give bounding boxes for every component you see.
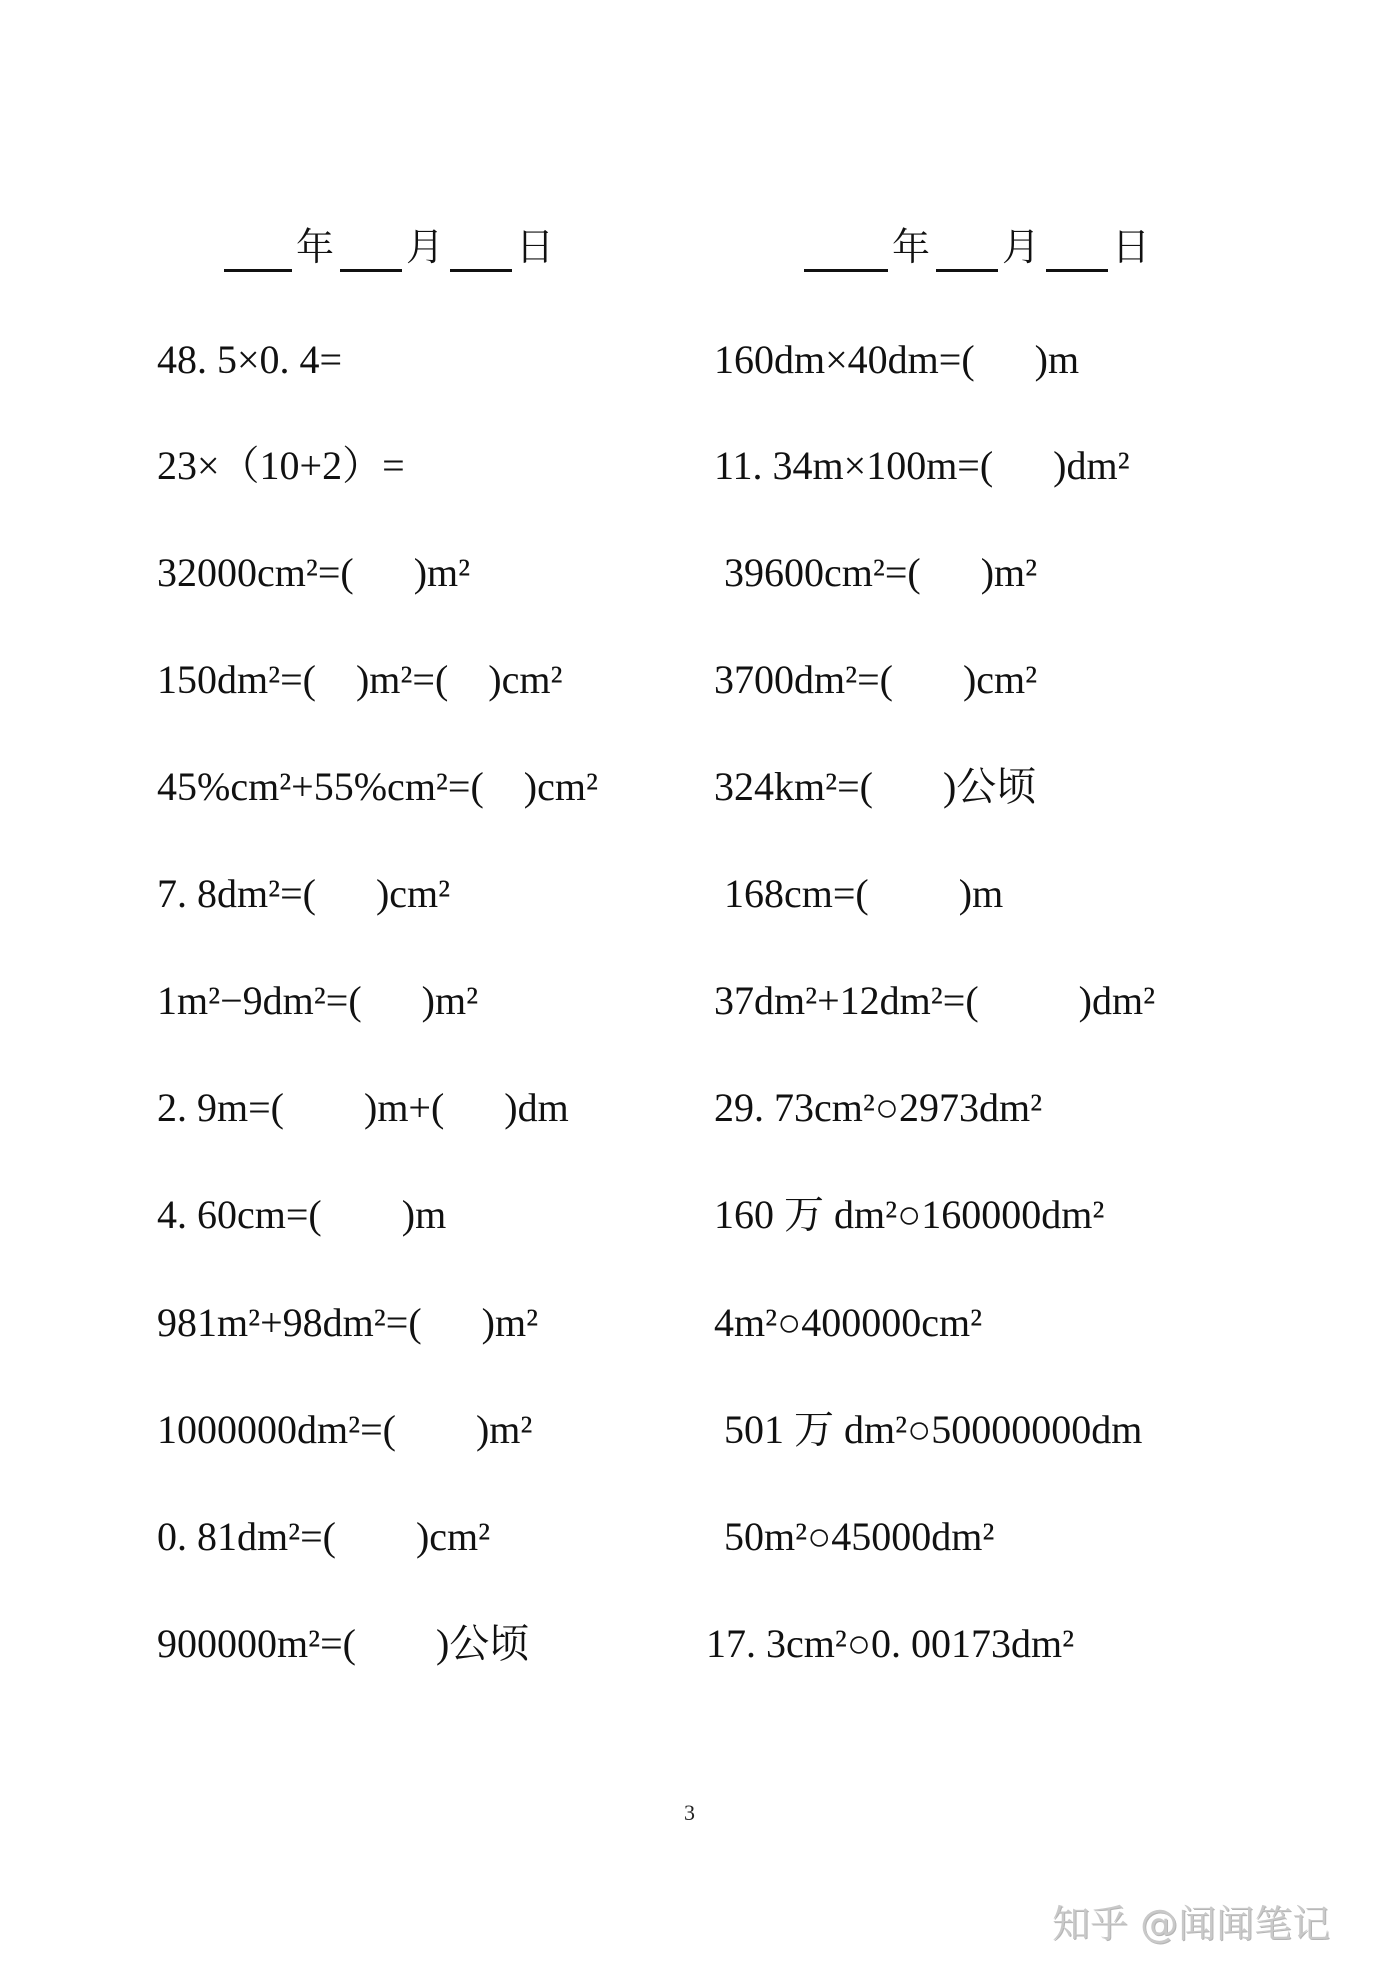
problem-item: 3700dm²=( )cm²	[714, 657, 1038, 702]
date-header-right	[804, 222, 1156, 272]
day-blank[interactable]	[1046, 229, 1108, 272]
zhihu-watermark: 知乎 @闻闻笔记	[1052, 1902, 1331, 1946]
month-blank[interactable]	[936, 229, 998, 272]
year-label: 年	[892, 225, 931, 269]
problem-item: 2. 9m=( )m+( )dm	[157, 1085, 569, 1130]
date-header-left	[224, 222, 560, 272]
problem-item: 32000cm²=( )m²	[157, 550, 471, 595]
problem-item: 4. 60cm=( )m	[157, 1192, 447, 1237]
problem-item: 324km²=( )公顷	[714, 764, 1037, 809]
problem-item: 7. 8dm²=( )cm²	[157, 871, 451, 916]
problem-item: 29. 73cm²○2973dm²	[714, 1085, 1043, 1130]
problem-item: 11. 34m×100m=( )dm²	[714, 443, 1130, 488]
problem-item: 0. 81dm²=( )cm²	[157, 1514, 491, 1559]
month-blank[interactable]	[340, 229, 402, 272]
problem-item: 17. 3cm²○0. 00173dm²	[706, 1621, 1075, 1666]
year-label: 年	[296, 225, 335, 269]
problem-item: 981m²+98dm²=( )m²	[157, 1300, 539, 1345]
problem-item: 48. 5×0. 4=	[157, 337, 343, 382]
problem-item: 1m²−9dm²=( )m²	[157, 978, 479, 1023]
problem-item: 160dm×40dm=( )m	[714, 337, 1080, 382]
problem-item: 168cm=( )m	[714, 871, 1004, 916]
problem-item: 150dm²=( )m²=( )cm²	[157, 657, 563, 702]
problem-item: 37dm²+12dm²=( )dm²	[714, 978, 1156, 1023]
problem-item: 900000m²=( )公顷	[157, 1621, 530, 1666]
problem-item: 1000000dm²=( )m²	[157, 1407, 533, 1452]
day-label: 日	[516, 225, 555, 269]
day-label: 日	[1112, 225, 1151, 269]
problem-item: 160 万 dm²○160000dm²	[714, 1192, 1105, 1237]
month-label: 月	[406, 225, 445, 269]
problem-item: 45%cm²+55%cm²=( )cm²	[157, 764, 598, 809]
page-number: 3	[684, 1800, 695, 1825]
day-blank[interactable]	[450, 229, 512, 272]
problem-item: 23×（10+2）=	[157, 443, 405, 488]
problem-item: 39600cm²=( )m²	[714, 550, 1038, 595]
problem-item: 501 万 dm²○50000000dm	[714, 1407, 1143, 1452]
month-label: 月	[1002, 225, 1041, 269]
problem-item: 50m²○45000dm²	[714, 1514, 995, 1559]
year-blank[interactable]	[804, 229, 888, 272]
problem-item: 4m²○400000cm²	[714, 1300, 983, 1345]
year-blank[interactable]	[224, 229, 292, 272]
